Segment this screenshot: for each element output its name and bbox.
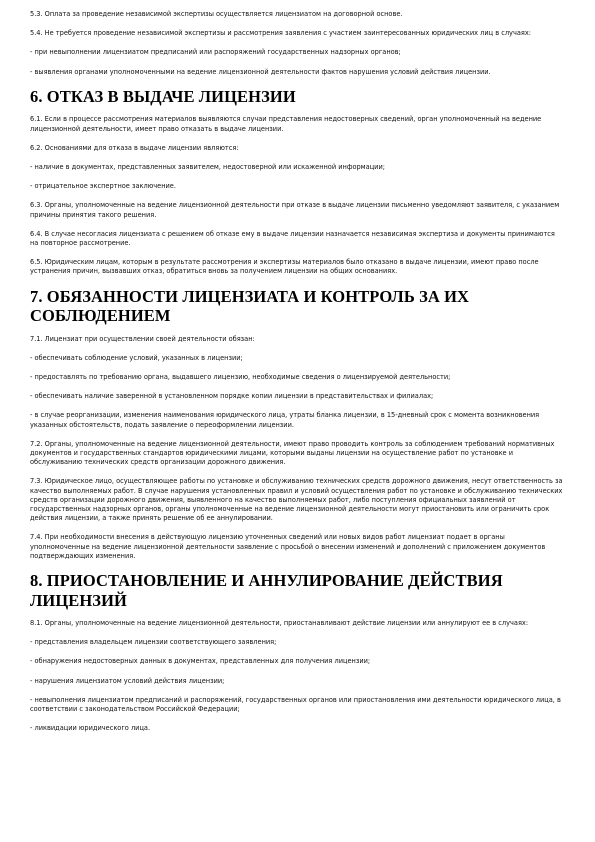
paragraph: - ликвидации юридического лица. [30, 724, 151, 733]
section-heading: 6. ОТКАЗ В ВЫДАЧЕ ЛИЦЕНЗИИ [30, 86, 296, 106]
paragraph: - выявления органами уполномоченными на ведение лицензионной деятельности фактов нарушения условий действия лицензии. [30, 67, 491, 76]
paragraph: 6.1. Если в процессе рассмотрения материалов выявляются случаи представления недостоверных сведений, орган уполномоченный на ведение лицензионной деятельности, имеет право отказать в выдаче лицензии. [30, 115, 542, 133]
paragraph: - обеспечивать наличие заверенной в установленном порядке копии лицензии в представительствах и филиалах; [30, 392, 434, 401]
paragraph: - предоставлять по требованию органа, выдавшего лицензию, необходимые сведения о лицензируемой деятельности; [30, 372, 451, 381]
paragraph: - наличие в документах, представленных заявителем, недостоверной или искаженной информации; [30, 162, 385, 171]
paragraph: - при невыполнении лицензиатом предписаний или распоряжений государственных надзорных органов; [30, 48, 401, 57]
paragraph: 7.2. Органы, уполномоченные на ведение лицензионной деятельности, имеют право проводить контроль за соблюдением требований нормативных документов и государственных стандартов юридическими лицами, которыми выданы лицензии на осуществление работ по установке и обслуживанию технических средств организации дорожного движения. [30, 439, 555, 467]
paragraph: 5.3. Оплата за проведение независимой экспертизы осуществляется лицензиатом на договорной основе. [30, 10, 403, 18]
paragraph: 6.2. Основаниями для отказа в выдаче лицензии являются: [30, 143, 239, 152]
paragraph: 7.3. Юридическое лицо, осуществляющее работы по установке и обслуживанию технических средств дорожного движения, несут ответственность за качество выполняемых работ. В случае нарушения установленных правил и условий осуществления работ по установке и обслуживанию технических средств организации дорожного движения, выявленного на качество выполняемых работ, либо поступления официальных заявлений от государственных надзорных органов, органы уполномоченные на ведение лицензионной деятельности могут приостановить или ограничить срок действия лицензии, а также принять решение об ее аннулировании. [30, 477, 563, 523]
paragraph: - обеспечивать соблюдение условий, указанных в лицензии; [30, 353, 243, 362]
paragraph: 6.5. Юридическим лицам, которым в результате рассмотрения и экспертизы материалов было отказано в выдаче лицензии, имеют право после устранения причин, вызвавших отказ, обратиться вновь за получением лицензии на общих основаниях. [30, 258, 539, 276]
paragraph: - обнаружения недостоверных данных в документах, представленных для получения лицензии; [30, 657, 371, 666]
paragraph: - невыполнения лицензиатом предписаний и распоряжений, государственных органов или приостановления ими деятельности юридического лица, в соответствии с законодательством Российской Федерации; [30, 695, 561, 714]
section-heading: 8. ПРИОСТАНОВЛЕНИЕ И АННУЛИРОВАНИЕ ДЕЙСТВИЯ ЛИЦЕНЗИЙ [30, 571, 503, 610]
paragraph: 6.3. Органы, уполномоченные на ведение лицензионной деятельности при отказе в выдаче лицензии письменно уведомляют заявителя, с указанием причины принятия такого решения. [30, 201, 560, 219]
paragraph: 8.1. Органы, уполномоченные на ведение лицензионной деятельности, приостанавливают действие лицензии или аннулируют ее в случаях: [30, 619, 529, 627]
paragraph: - в случае реорганизации, изменения наименования юридического лица, утраты бланка лицензии, в 15-дневный срок с момента возникновения указанных обстоятельств, подать заявление о переоформлении лицензии. [30, 411, 540, 429]
paragraph: 6.4. В случае несогласия лицензиата с решением об отказе ему в выдаче лицензии назначается независимая экспертиза и документы принимаются на повторное рассмотрение. [30, 229, 555, 247]
paragraph: - представления владельцем лицензии соответствующего заявления; [30, 638, 277, 647]
paragraph: 7.4. При необходимости внесения в действующую лицензию уточненных сведений или новых видов работ лицензиат подает в органы уполномоченные на ведение лицензионной деятельности заявление с просьбой о внесении изменений и дополнений с приложением документов подтверждающих изменения. [30, 533, 546, 560]
section-heading: 7. ОБЯЗАННОСТИ ЛИЦЕНЗИАТА И КОНТРОЛЬ ЗА ИХ СОБЛЮДЕНИЕМ [30, 286, 470, 326]
paragraph: - нарушения лицензиатом условий действия лицензии; [30, 676, 225, 685]
paragraph: 5.4. Не требуется проведение независимой экспертизы и рассмотрения заявления с участием заинтересованных юридических лиц в случаях: [30, 29, 531, 38]
paragraph: 7.1. Лицензиат при осуществлении своей деятельности обязан: [30, 334, 255, 343]
paragraph: - отрицательное экспертное заключение. [30, 182, 176, 191]
